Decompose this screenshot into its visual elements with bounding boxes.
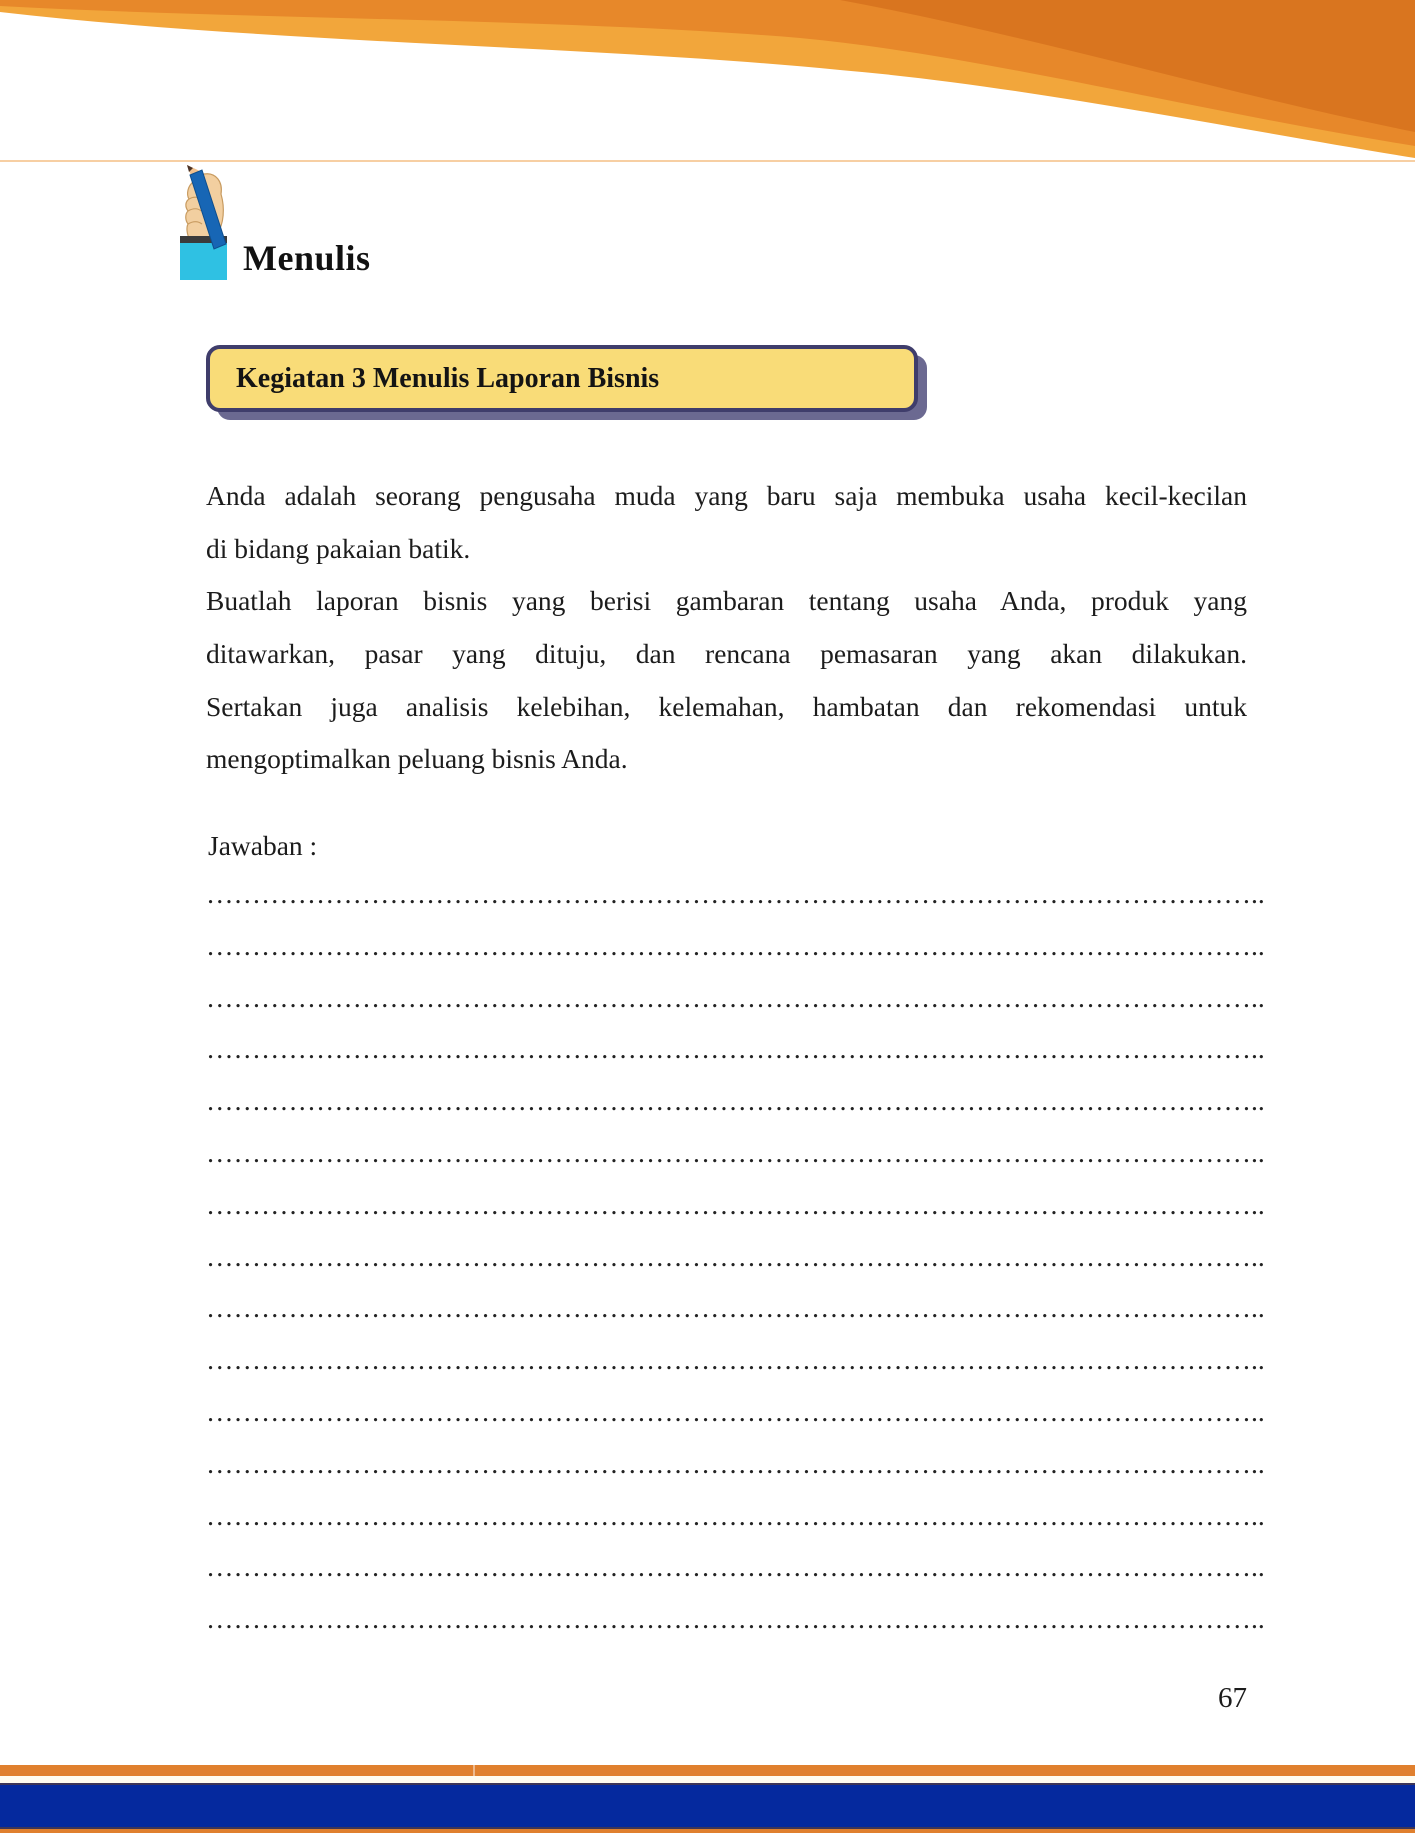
answer-dotted-line: …………………………………………………………………………………………………….. xyxy=(206,1395,1265,1427)
answer-dotted-line: …………………………………………………………………………………………………….. xyxy=(206,1344,1265,1376)
sleeve xyxy=(180,243,227,280)
answer-dotted-line: …………………………………………………………………………………………………….. xyxy=(206,1033,1265,1065)
answer-dotted-line: …………………………………………………………………………………………………….. xyxy=(206,1240,1265,1272)
writing-hand-icon xyxy=(160,162,228,280)
instruction-line: ditawarkan, pasar yang dituju, dan rencana pemasaran yang akan dilakukan. xyxy=(206,638,1247,670)
instruction-line: Anda adalah seorang pengusaha muda yang baru saja membuka usaha kecil-kecilan xyxy=(206,480,1247,511)
answer-dotted-line: …………………………………………………………………………………………………….. xyxy=(206,1136,1265,1168)
footer-orange-bar xyxy=(0,1765,1415,1776)
footer-bar-seam xyxy=(473,1765,475,1776)
answer-dotted-line: …………………………………………………………………………………………………….. xyxy=(206,1551,1265,1583)
instruction-line: Buatlah laporan bisnis yang berisi gambaran tentang usaha Anda, produk yang xyxy=(206,585,1247,617)
answer-dotted-line: …………………………………………………………………………………………………….. xyxy=(206,878,1265,909)
answer-dotted-line: …………………………………………………………………………………………………….. xyxy=(206,1085,1265,1117)
answer-dotted-line: …………………………………………………………………………………………………….. xyxy=(206,1603,1265,1635)
section-title: Menulis xyxy=(243,238,371,278)
answer-lines-area xyxy=(206,868,1275,1645)
answer-label: Jawaban : xyxy=(208,830,318,861)
footer-gap xyxy=(0,1776,1415,1783)
answer-dotted-line: …………………………………………………………………………………………………….. xyxy=(206,929,1265,961)
page-number: 67 xyxy=(1218,1682,1247,1714)
answer-dotted-line: …………………………………………………………………………………………………….. xyxy=(206,1292,1265,1324)
footer-bottom-strip xyxy=(0,1829,1415,1833)
header-wave-graphic xyxy=(0,0,1415,162)
answer-dotted-line: …………………………………………………………………………………………………….. xyxy=(206,981,1265,1013)
activity-banner-label: Kegiatan 3 Menulis Laporan Bisnis xyxy=(236,362,660,394)
answer-dotted-line: …………………………………………………………………………………………………….. xyxy=(206,1447,1265,1479)
instruction-line: di bidang pakaian batik. xyxy=(206,532,471,564)
instruction-line: mengoptimalkan peluang bisnis Anda. xyxy=(206,743,628,775)
footer-blue-bar xyxy=(0,1783,1415,1829)
activity-banner xyxy=(206,345,918,412)
answer-dotted-line: …………………………………………………………………………………………………….. xyxy=(206,1188,1265,1220)
answer-dotted-line: …………………………………………………………………………………………………….. xyxy=(206,1499,1265,1531)
instruction-text xyxy=(206,470,1247,786)
instruction-line: Sertakan juga analisis kelebihan, kelemahan, hambatan dan rekomendasi untuk xyxy=(206,690,1247,722)
